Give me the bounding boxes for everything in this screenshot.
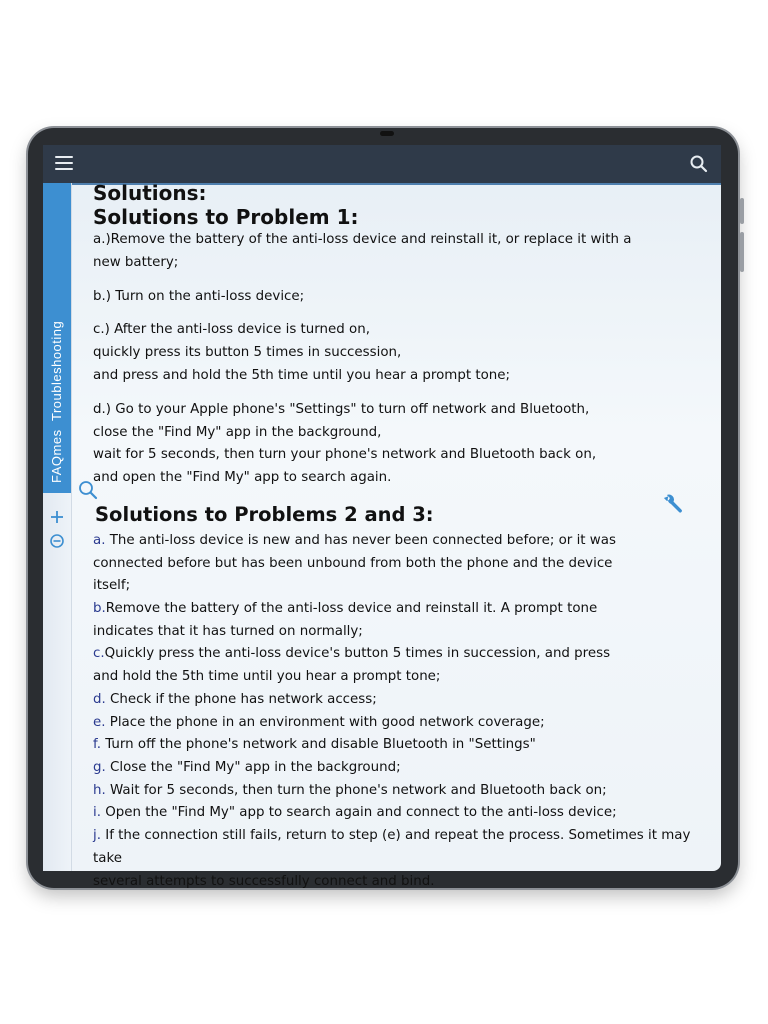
step-text: Turn off the phone's network and disable Bluetooth in "Settings"	[101, 737, 536, 753]
step-marker: j.	[93, 828, 101, 844]
problem23-steps	[93, 530, 713, 893]
step-marker: c.	[93, 646, 105, 662]
step-marker: b.	[93, 601, 106, 617]
step-marker: e.	[93, 714, 106, 730]
list-item	[93, 598, 713, 643]
list-item	[93, 712, 713, 735]
list-item	[93, 734, 713, 757]
power-button	[740, 232, 744, 272]
step-text: If the connection still fails, return to step (e) and repeat the process. Sometimes it may take several attempts to successfully connect and bind.	[93, 828, 691, 889]
list-item	[93, 689, 713, 712]
problem1-step-b: b.) Turn on the anti-loss device;	[93, 288, 305, 304]
problem23-heading: Solutions to Problems 2 and 3:	[95, 502, 434, 526]
step-text: Open the "Find My" app to search again and connect to the anti-loss device;	[100, 805, 617, 821]
sidebar	[43, 183, 72, 871]
minus-circle-icon[interactable]	[49, 533, 65, 549]
sidebar-tab-faq[interactable]: FAQmes	[49, 429, 64, 483]
step-text: Remove the battery of the anti-loss device and reinstall it. A prompt tone indicates that it has turned on normally;	[93, 601, 598, 639]
front-camera	[380, 131, 394, 136]
search-icon[interactable]	[689, 154, 709, 174]
step-text: Place the phone in an environment with good network coverage;	[105, 714, 545, 730]
problem1-heading: Solutions to Problem 1:	[93, 205, 359, 229]
tablet-frame	[28, 128, 738, 888]
article-content	[93, 181, 713, 893]
list-item	[93, 780, 713, 803]
list-item	[93, 825, 713, 893]
step-marker: a.	[93, 532, 106, 548]
step-text: Close the "Find My" app in the background;	[105, 760, 401, 775]
step-marker: g.	[93, 760, 106, 775]
sidebar-tab-panel	[43, 183, 71, 493]
screen	[43, 145, 721, 889]
step-marker: i.	[93, 805, 101, 821]
list-item	[93, 802, 713, 825]
step-marker: h.	[93, 782, 106, 798]
page-title: Solutions:	[93, 181, 207, 205]
step-text: The anti-loss device is new and has never been connected before; or it was connected before but has been unbound from both the phone and the device itself;	[93, 532, 616, 594]
top-bar	[43, 145, 721, 185]
problem1-step-c: c.) After the anti-loss device is turned on, quickly press its button 5 times in succession, and press and hold the 5th time until you hear a prompt tone;	[93, 322, 511, 383]
list-item	[93, 530, 713, 598]
step-marker: d.	[93, 691, 106, 707]
sidebar-tab-troubleshooting[interactable]: Troubleshooting	[49, 320, 64, 421]
hamburger-icon[interactable]	[55, 156, 73, 170]
problem1-step-a: a.)Remove the battery of the anti-loss device and reinstall it, or replace it with a new battery;	[93, 232, 632, 270]
plus-icon[interactable]	[49, 509, 65, 525]
step-text: Check if the phone has network access;	[105, 691, 377, 707]
step-text: Wait for 5 seconds, then turn the phone's network and Bluetooth back on;	[105, 782, 607, 798]
problem1-step-d: d.) Go to your Apple phone's "Settings" to turn off network and Bluetooth, close the "Find My" app in the background, wait for 5 seconds, then turn your phone's network and Bluetooth back on, and open the "Find My" app to search again.	[93, 401, 597, 486]
step-text: Quickly press the anti-loss device's button 5 times in succession, and press and hold the 5th time until you hear a prompt tone;	[93, 646, 611, 685]
list-item	[93, 757, 713, 780]
list-item	[93, 643, 713, 688]
step-marker: f.	[93, 737, 101, 753]
volume-button	[740, 198, 744, 224]
